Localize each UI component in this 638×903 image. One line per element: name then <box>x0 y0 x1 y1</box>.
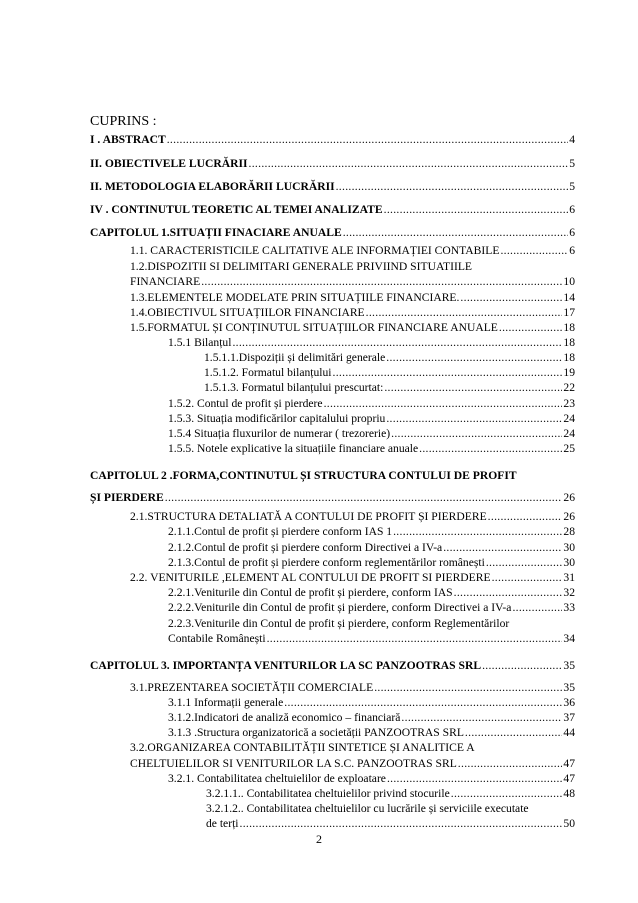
toc-entry-text: de terți <box>206 817 239 830</box>
toc-leader-dots <box>488 510 563 523</box>
toc-entry-3-1-3[interactable] <box>168 726 575 739</box>
toc-leader-dots <box>240 817 563 830</box>
toc-leader-dots <box>167 133 568 146</box>
toc-leader-dots <box>201 275 562 288</box>
toc-entry-text: 2.1.STRUCTURA DETALIATĂ A CONTULUI DE PROFIT ȘI PIERDERE <box>130 510 487 523</box>
toc-entry-metodologia[interactable] <box>90 180 575 193</box>
toc-page-number: 48 <box>563 787 575 800</box>
toc-entry-text: 3.1.3 .Structura organizatorică a societății PANZOOTRAS SRL <box>168 726 464 739</box>
toc-entry-1-1[interactable] <box>130 244 575 257</box>
toc-leader-dots <box>492 571 563 584</box>
toc-entry-text: II. METODOLOGIA ELABORĂRII LUCRĂRII <box>90 180 335 193</box>
toc-title: CUPRINS : <box>90 114 157 129</box>
toc-leader-dots <box>401 711 562 724</box>
toc-entry-3-1-2[interactable] <box>168 711 575 724</box>
toc-entry-1-5-1-3[interactable] <box>204 381 575 394</box>
toc-entry-text: 1.5.1.1.Dispoziții și delimitări generale <box>204 351 386 364</box>
toc-leader-dots <box>460 291 562 304</box>
toc-page-number: 32 <box>563 586 575 599</box>
toc-entry-text: IV . CONTINUTUL TEORETIC AL TEMEI ANALIZATE <box>90 203 383 216</box>
toc-entry-text: 1.5.2. Contul de profit și pierdere <box>168 397 323 410</box>
toc-entry-3-2[interactable] <box>130 757 575 770</box>
toc-entry-3-2-1[interactable] <box>168 772 575 785</box>
toc-entry-2-2[interactable] <box>130 571 575 584</box>
toc-page-number: 35 <box>563 681 575 694</box>
toc-page-number: 30 <box>563 541 575 554</box>
toc-leader-dots <box>232 336 562 349</box>
toc-entry-2-1-3[interactable] <box>168 556 575 569</box>
toc-leader-dots <box>249 157 569 170</box>
toc-leader-dots <box>336 180 569 193</box>
toc-page-number: 18 <box>563 351 575 364</box>
toc-entry-text: CAPITOLUL 1.SITUAȚII FINACIARE ANUALE <box>90 226 342 239</box>
toc-entry-capitolul-1[interactable] <box>90 226 575 239</box>
toc-entry-1-5-1-2[interactable] <box>204 366 575 379</box>
toc-leader-dots <box>384 381 562 394</box>
toc-entry-text: 1.4.OBIECTIVUL SITUAȚIILOR FINANCIARE <box>130 306 365 319</box>
toc-entry-text: 2.2.2.Veniturile din Contul de profit și pierdere, conform Directivei a IV-a <box>168 601 512 614</box>
toc-page-number: 37 <box>563 711 575 724</box>
toc-entry-text: ȘI PIERDERE <box>90 491 164 504</box>
toc-page-number: 30 <box>563 556 575 569</box>
toc-entry-1-4[interactable] <box>130 306 575 319</box>
toc-entry-text: 2.2.1.Veniturile din Contul de profit și pierdere, conform IAS <box>168 586 453 599</box>
toc-entry-1-3[interactable] <box>130 291 575 304</box>
toc-entry-text: 1.5.1.2. Formatul bilanțului <box>204 366 332 379</box>
toc-leader-dots <box>366 306 563 319</box>
toc-page-number: 4 <box>569 133 575 146</box>
toc-leader-dots <box>284 696 562 709</box>
toc-entry-3-2-1-2-line1[interactable]: 3.2.1.2.. Contabilitatea cheltuielilor cu lucrările și serviciile executate <box>206 802 529 815</box>
toc-entry-1-5-1-1[interactable] <box>204 351 575 364</box>
toc-leader-dots <box>499 321 563 334</box>
toc-entry-1-5[interactable] <box>130 321 575 334</box>
toc-entry-text: II. OBIECTIVELE LUCRĂRII <box>90 157 248 170</box>
toc-page-number: 6 <box>569 226 575 239</box>
toc-page-number: 50 <box>563 817 575 830</box>
toc-page-number: 10 <box>563 275 575 288</box>
toc-leader-dots <box>482 659 562 672</box>
toc-page-number: 31 <box>563 571 575 584</box>
toc-entry-1-2[interactable] <box>130 275 575 288</box>
toc-entry-text: Contabile Românești <box>168 632 266 645</box>
toc-entry-text: 1.5.4 Situația fluxurilor de numerar ( trezorerie) <box>168 427 391 440</box>
toc-entry-text: 1.5.FORMATUL ȘI CONȚINUTUL SITUAȚIILOR FINANCIARE ANUALE <box>130 321 498 334</box>
toc-entry-text: 2.2. VENITURILE ,ELEMENT AL CONTULUI DE PROFIT SI PIERDERE <box>130 571 491 584</box>
toc-page-number: 6 <box>569 203 575 216</box>
toc-entry-text: 3.2.1. Contabilitatea cheltuielilor de exploatare <box>168 772 386 785</box>
toc-leader-dots <box>386 351 562 364</box>
toc-entry-text: CAPITOLUL 3. IMPORTANȚA VENITURILOR LA SC PANZOOTRAS SRL <box>90 659 482 672</box>
toc-page-number: 44 <box>563 726 575 739</box>
toc-entry-text: 3.1.PREZENTAREA SOCIETĂȚII COMERCIALE <box>130 681 374 694</box>
toc-leader-dots <box>343 226 569 239</box>
toc-leader-dots <box>374 681 562 694</box>
toc-entry-3-1[interactable] <box>130 681 575 694</box>
toc-entry-text: FINANCIARE <box>130 275 201 288</box>
toc-leader-dots <box>386 412 562 425</box>
toc-entry-2-2-3[interactable] <box>168 632 575 645</box>
toc-entry-abstract[interactable] <box>90 133 575 146</box>
toc-entry-1-5-1[interactable] <box>168 336 575 349</box>
toc-entry-capitolul-2[interactable] <box>90 491 575 504</box>
toc-leader-dots <box>384 203 569 216</box>
toc-page-number: 35 <box>563 659 575 672</box>
toc-page-number: 25 <box>563 442 575 455</box>
toc-leader-dots <box>443 541 562 554</box>
toc-entry-1-5-2[interactable] <box>168 397 575 410</box>
toc-page-number: 33 <box>563 601 575 614</box>
toc-entry-capitolul-3[interactable] <box>90 659 575 672</box>
toc-entry-text: 3.1.1 Informații generale <box>168 696 284 709</box>
toc-entry-text: 1.5.5. Notele explicative la situațiile financiare anuale <box>168 442 419 455</box>
toc-page-number: 18 <box>563 321 575 334</box>
toc-entry-3-1-1[interactable] <box>168 696 575 709</box>
toc-page-number: 17 <box>563 306 575 319</box>
toc-entry-text: 2.1.1.Contul de profit și pierdere conform IAS 1 <box>168 525 393 538</box>
toc-page-number: 28 <box>563 525 575 538</box>
toc-leader-dots <box>458 757 563 770</box>
toc-leader-dots <box>391 427 562 440</box>
toc-page-number: 24 <box>563 412 575 425</box>
toc-leader-dots <box>454 586 563 599</box>
toc-entry-text: I . ABSTRACT <box>90 133 166 146</box>
toc-page-number: 26 <box>563 491 575 504</box>
toc-leader-dots <box>500 244 568 257</box>
toc-page-number: 34 <box>563 632 575 645</box>
toc-leader-dots <box>324 397 563 410</box>
toc-page-number: 18 <box>563 336 575 349</box>
toc-page-number: 5 <box>569 180 575 193</box>
toc-entry-text: 1.5.1 Bilanțul <box>168 336 232 349</box>
toc-page-number: 47 <box>563 757 575 770</box>
toc-page-number: 14 <box>563 291 575 304</box>
toc-page-number: 47 <box>563 772 575 785</box>
toc-leader-dots <box>333 366 563 379</box>
toc-entry-3-2-1-2[interactable] <box>206 817 575 830</box>
toc-leader-dots <box>387 772 562 785</box>
toc-entry-2-1-2[interactable] <box>168 541 575 554</box>
toc-entry-2-1[interactable] <box>130 510 575 523</box>
toc-page-number: 6 <box>569 244 575 257</box>
toc-page-number: 19 <box>563 366 575 379</box>
toc-leader-dots <box>393 525 562 538</box>
toc-page-number: 24 <box>563 427 575 440</box>
toc-page-number: 36 <box>563 696 575 709</box>
toc-page-number: 5 <box>569 157 575 170</box>
toc-entry-continutul[interactable] <box>90 203 575 216</box>
page-number: 2 <box>316 832 322 846</box>
toc-entry-text: CHELTUIELILOR SI VENITURILOR LA S.C. PANZOOTRAS SRL <box>130 757 457 770</box>
toc-entry-text: 1.5.3. Situația modificărilor capitalului propriu <box>168 412 386 425</box>
toc-entry-obiective[interactable] <box>90 157 575 170</box>
toc-entry-text: 1.1. CARACTERISTICILE CALITATIVE ALE INFORMAȚIEI CONTABILE <box>130 244 500 257</box>
toc-entry-text: 1.3.ELEMENTELE MODELATE PRIN SITUAȚIILE FINANCIARE. <box>130 291 460 304</box>
toc-entry-text: 2.1.2.Contul de profit și pierdere conform Directivei a IV-a <box>168 541 443 554</box>
toc-entry-1-2-line1[interactable]: 1.2.DISPOZITII SI DELIMITARI GENERALE PRIVIIND SITUATIILE <box>130 260 473 273</box>
toc-leader-dots <box>419 442 562 455</box>
toc-entry-2-1-1[interactable] <box>168 525 575 538</box>
toc-leader-dots <box>165 491 563 504</box>
toc-leader-dots <box>465 726 562 739</box>
toc-entry-text: 3.2.1.1.. Contabilitatea cheltuielilor privind stocurile <box>206 787 450 800</box>
toc-entry-2-2-1[interactable] <box>168 586 575 599</box>
toc-page-number: 26 <box>563 510 575 523</box>
toc-entry-text: 2.1.3.Contul de profit și pierdere conform reglementărilor românești <box>168 556 485 569</box>
toc-page-number: 23 <box>563 397 575 410</box>
toc-entry-3-2-1-1[interactable] <box>206 787 575 800</box>
toc-leader-dots <box>451 787 563 800</box>
toc-entry-3-2-line1[interactable]: 3.2.ORGANIZAREA CONTABILITĂȚII SINTETICE ȘI ANALITICE A <box>130 741 475 754</box>
toc-entry-1-5-4[interactable] <box>168 427 575 440</box>
toc-entry-2-2-2[interactable] <box>168 601 575 614</box>
toc-entry-capitolul-2-line1[interactable]: CAPITOLUL 2 .FORMA,CONTINUTUL ȘI STRUCTURA CONTULUI DE PROFIT <box>90 469 517 482</box>
toc-page-number: 22 <box>563 381 575 394</box>
toc-leader-dots <box>486 556 563 569</box>
toc-entry-text: 1.5.1.3. Formatul bilanțului prescurtat: <box>204 381 384 394</box>
toc-entry-2-2-3-line1[interactable]: 2.2.3.Veniturile din Contul de profit și pierdere, conform Reglementărilor <box>168 617 510 630</box>
toc-entry-1-5-5[interactable] <box>168 442 575 455</box>
toc-entry-text: 3.1.2.Indicatori de analiză economico – financiară <box>168 711 401 724</box>
toc-entry-1-5-3[interactable] <box>168 412 575 425</box>
toc-leader-dots <box>267 632 563 645</box>
toc-leader-dots <box>512 601 562 614</box>
